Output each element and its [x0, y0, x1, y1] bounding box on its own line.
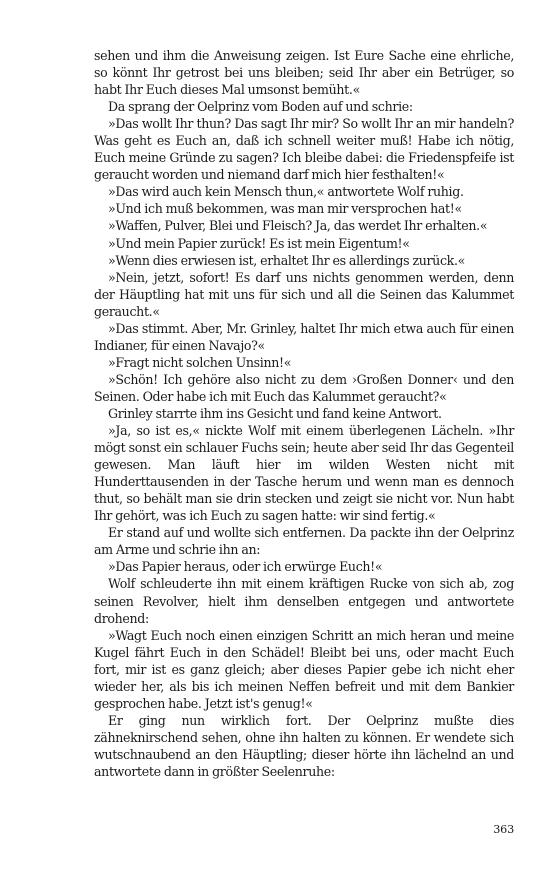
paragraph: »Ja, so ist es,« nickte Wolf mit einem überlegenen Lächeln. »Ihr mögt sonst ein schlauer Fuchs sein; heute aber seid Ihr das Gegenteil gewesen. Man läuft hier im wilden Westen nicht mit Hunderttausenden in der Tasche herum und wenn man es dennoch thut, so behält man sie drin stecken und zeigt sie nicht vor. Nun habt Ihr gehört, was ich Euch zu sagen hatte: wir sind fertig.«: [94, 423, 514, 524]
paragraph: »Waffen, Pulver, Blei und Fleisch? Ja, das werdet Ihr erhalten.«: [108, 218, 488, 234]
paragraph: Er ging nun wirklich fort. Der Oelprinz mußte dies zähneknirschend sehen, ohne ihn halten zu können. Er wendete sich wutschnaubend an den Häuptling; dieser hörte ihn lächelnd an und antwortete dann in größter Seelenruhe:: [94, 712, 514, 779]
paragraph: »Das wollt Ihr thun? Das sagt Ihr mir? So wollt Ihr an mir handeln? Was geht es Euch an, daß ich schnell weiter muß! Habe ich nötig, Euch meine Gründe zu sagen? Ich bleibe dabei: die Friedenspfeife ist geraucht worden und niemand darf mich hier festhalten!«: [94, 116, 514, 183]
paragraph: »Nein, jetzt, sofort! Es darf uns nichts genommen werden, denn der Häuptling hat mit uns für sich und all die Seinen das Kalummet geraucht.«: [94, 269, 514, 319]
paragraph: sehen und ihm die Anweisung zeigen. Ist Eure Sache eine ehrliche, so könnt Ihr getrost bei uns bleiben; seid Ihr aber ein Betrüger, so habt Ihr Euch dieses Mal umsonst bemüht.«: [94, 48, 514, 98]
paragraph: »Und ich muß bekommen, was man mir versprochen hat!«: [108, 201, 462, 217]
body-text: [94, 47, 514, 780]
paragraph: »Schön! Ich gehöre also nicht zu dem ›Großen Donner‹ und den Seinen. Oder habe ich mit Euch das Kalummet geraucht?«: [94, 371, 514, 404]
paragraph: Da sprang der Oelprinz vom Boden auf und schrie:: [108, 99, 413, 115]
paragraph: Er stand auf und wollte sich entfernen. Da packte ihn der Oelprinz am Arme und schrie ihn an:: [94, 525, 514, 558]
paragraph: »Fragt nicht solchen Unsinn!«: [108, 354, 292, 370]
paragraph: »Das stimmt. Aber, Mr. Grinley, haltet Ihr mich etwa auch für einen Indianer, für einen Navajo?«: [94, 320, 514, 353]
page-number: 363: [493, 823, 514, 836]
paragraph: »Das Papier heraus, oder ich erwürge Euch!«: [108, 559, 383, 575]
paragraph: »Und mein Papier zurück! Es ist mein Eigentum!«: [108, 235, 410, 251]
paragraph: »Wenn dies erwiesen ist, erhaltet Ihr es allerdings zurück.«: [108, 252, 465, 268]
paragraph: Wolf schleuderte ihn mit einem kräftigen Rucke von sich ab, zog seinen Revolver, hielt ihm denselben entgegen und antwortete drohend:: [94, 576, 514, 626]
paragraph: »Wagt Euch noch einen einzigen Schritt an mich heran und meine Kugel fährt Euch in den Schädel! Bleibt bei uns, oder macht Euch fort, mir ist es ganz gleich; aber dieses Papier gebe ich nicht eher wieder her, als bis ich meinen Neffen befreit und mit dem Bankier gesprochen habe. Jetzt ist's genug!«: [94, 627, 514, 711]
paragraph: Grinley starrte ihm ins Gesicht und fand keine Antwort.: [108, 405, 442, 421]
paragraph: »Das wird auch kein Mensch thun,« antwortete Wolf ruhig.: [108, 184, 464, 200]
